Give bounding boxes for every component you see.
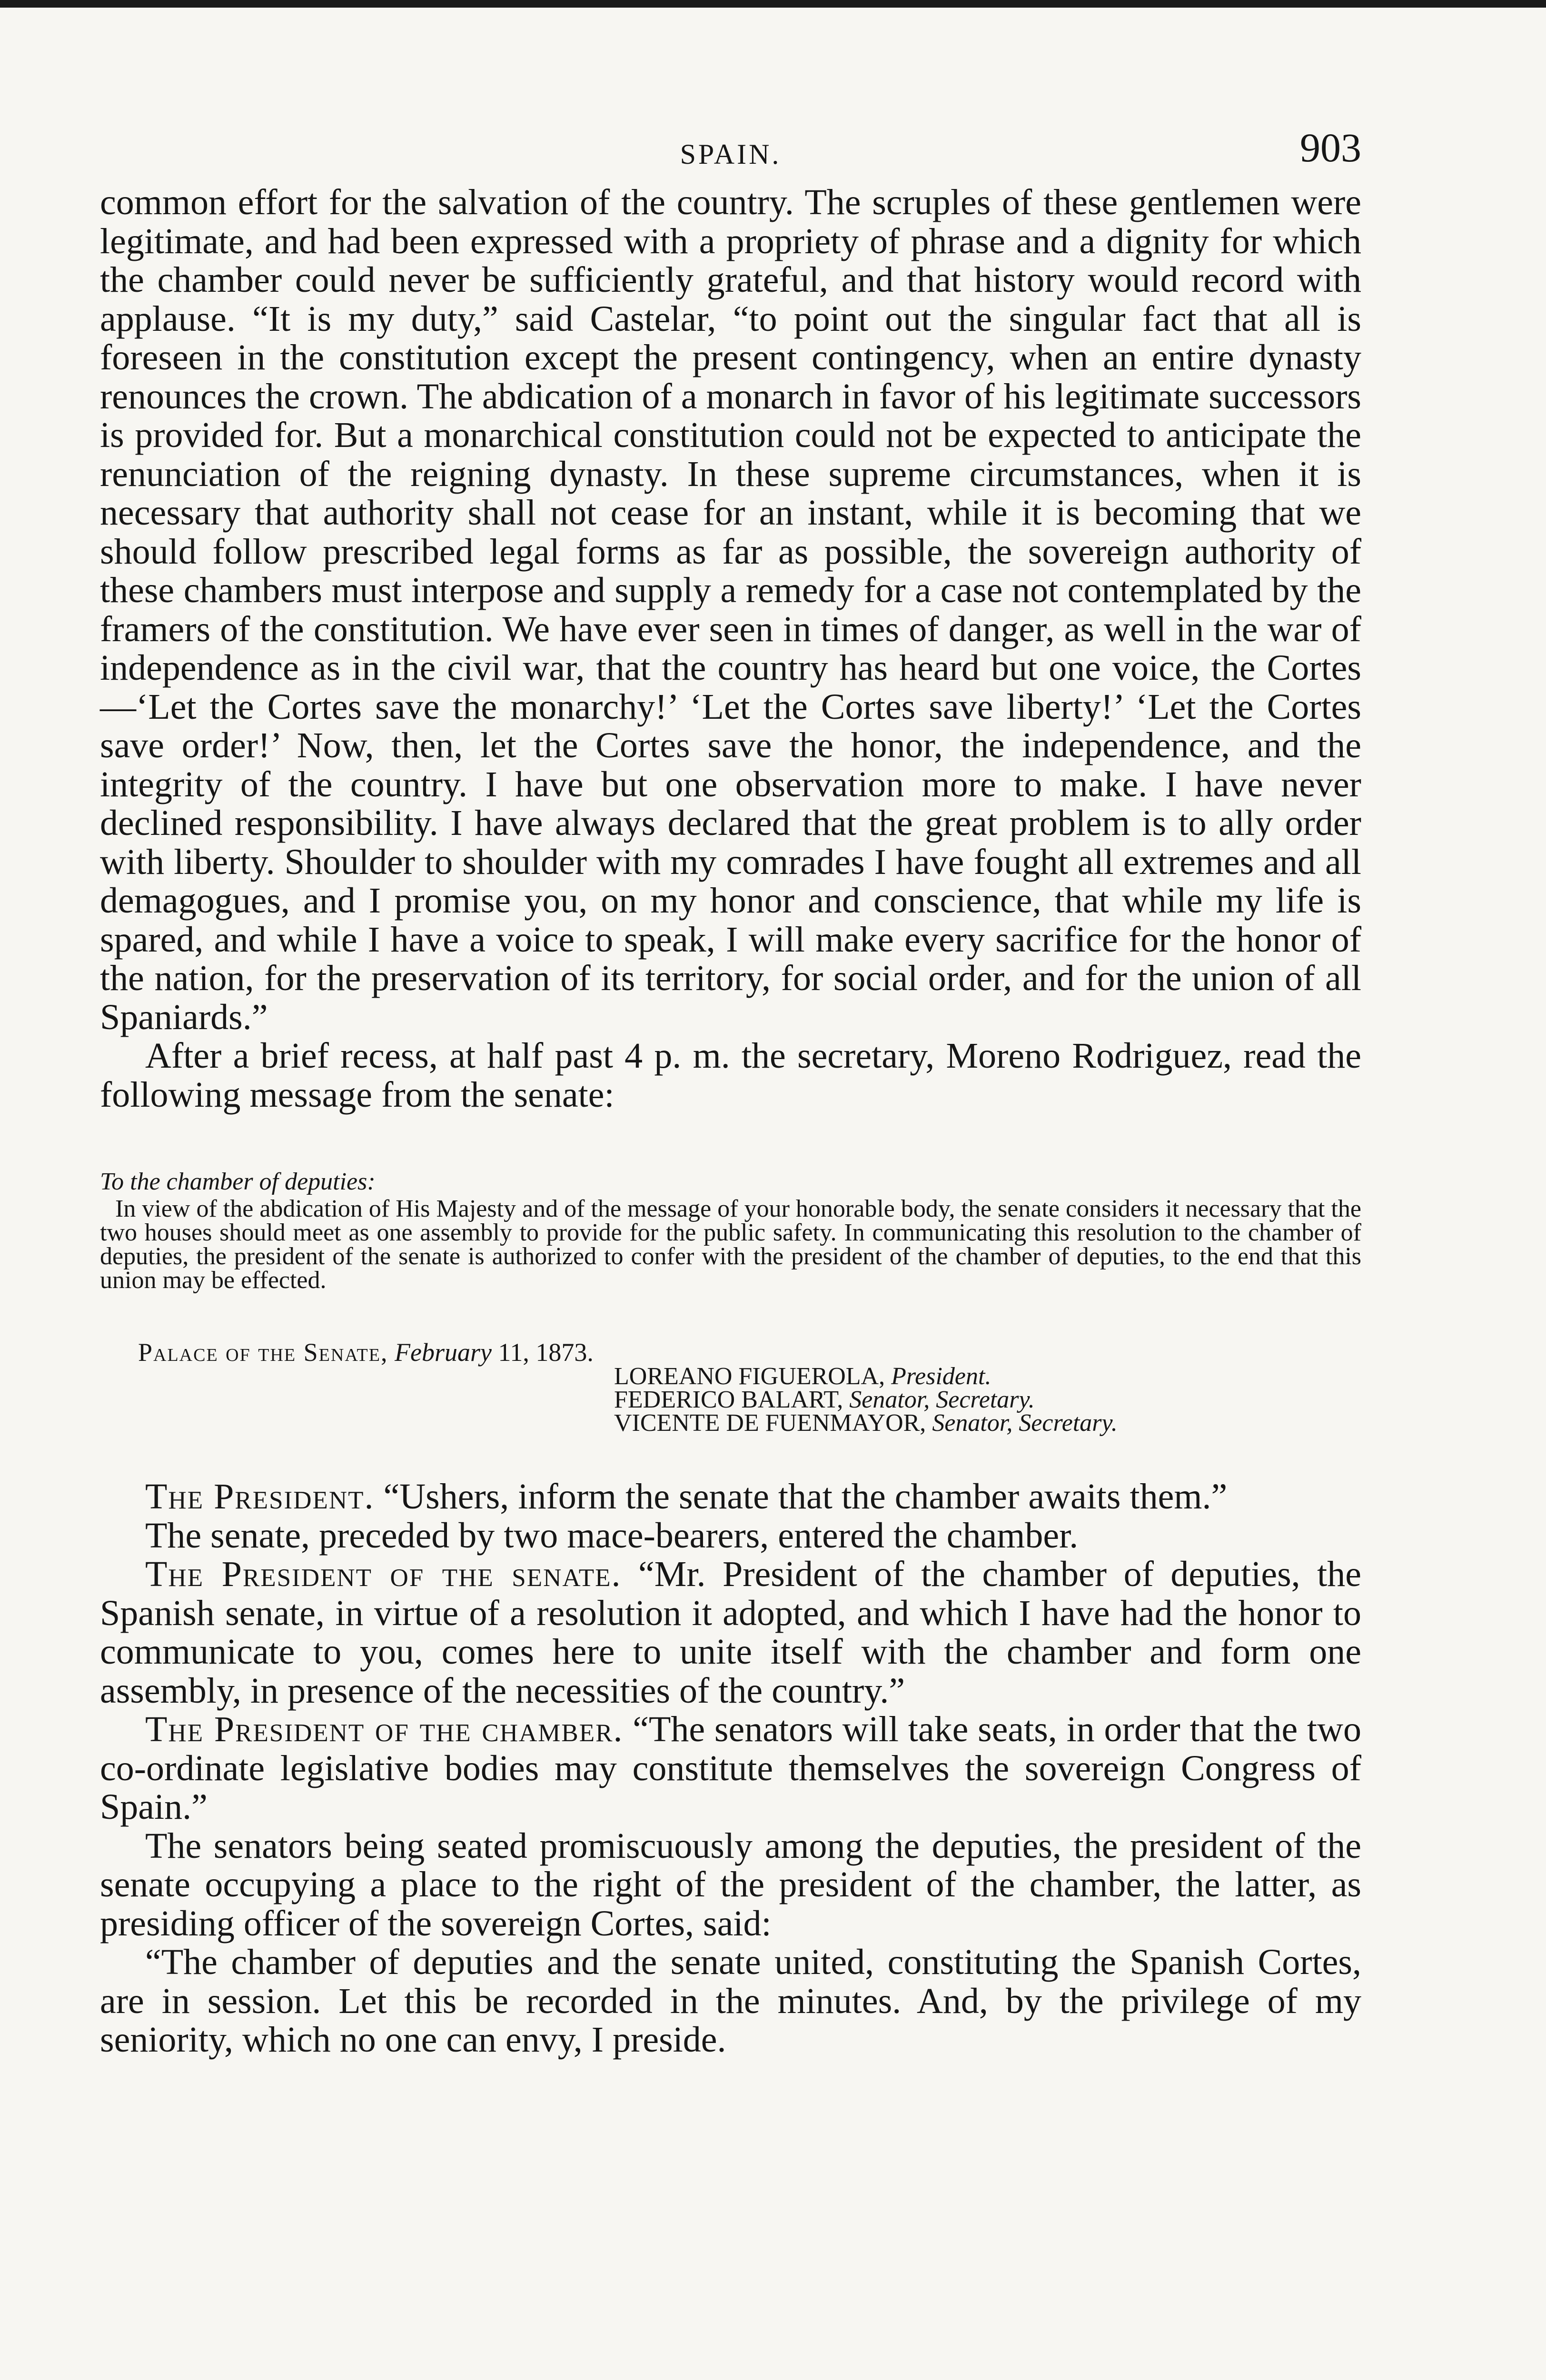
paragraph-castelar-speech: common effort for the salvation of the country. The scruples of these gentlemen were legitimate, and had been expressed with a propriety of phrase and a dignity for which the chamber could never be sufficiently grateful, and that history would record with applause. “It is my duty,” said Castelar, “to point out the singular fact that all is foreseen in the constitution except the present contingency, when an entire dynasty renounces the crown. The abdication of a monarch in favor of his legitimate successors is provided for. But a monarchical constitution could not be expected to anticipate the renunciation of the reigning dynasty. In these supreme circumstances, when it is necessary that authority shall not cease for an instant, while it is becoming that we should follow prescribed legal forms as far as possible, the sovereign authority of these chambers must interpose and supply a remedy for a case not contemplated by the framers of the constitution. We have ever seen in times of danger, as well in the war of independence as in the civil war, that the country has heard but one voice, the Cortes—‘Let the Cortes save the monarchy!’ ‘Let the Cortes save liberty!’ ‘Let the Cortes save order!’ Now, then, let the Cortes save the honor, the independence, and the integrity of the country. I have but one observation more to make. I have never declined responsibility. I have always declared that the great problem is to ally order with liberty. Shoulder to shoulder with my comrades I have fought all extremes and all demagogues, and I promise you, on my honor and conscience, that while my life is spared, and while I have a voice to speak, I will make every sacrifice for the honor of the nation, for the preservation of its territory, for social order, and for the union of all Spaniards.” xyxy=(100,182,1361,1037)
signer-name: FEDERICO BALART, xyxy=(614,1386,843,1413)
running-title: SPAIN. xyxy=(680,139,782,170)
signer-role: Senator, Secretary. xyxy=(932,1409,1118,1437)
top-border xyxy=(0,0,1546,8)
body-text xyxy=(100,183,1361,1114)
senate-message xyxy=(100,1197,1361,1292)
speaker-label: The President. xyxy=(145,1477,375,1517)
senate-message-text: In view of the abdication of His Majesty and of the message of your honorable body, the senate considers it necessary that the two houses should meet as one assembly to provide for the public safety. In communicating this resolution to the chamber of deputies, the president of the senate is authorized to confer with the president of the chamber of deputies, to the end that this union may be effected. xyxy=(100,1195,1361,1294)
speech-text: “Ushers, inform the senate that the chamber awaits them.” xyxy=(383,1477,1228,1517)
signer-role: President. xyxy=(891,1363,991,1390)
page-number: 903 xyxy=(1300,125,1361,170)
dateline-place: Palace of the Senate, xyxy=(138,1338,388,1367)
message-salutation: To the chamber of deputies: xyxy=(100,1168,376,1195)
running-head xyxy=(100,119,1361,171)
signer xyxy=(614,1388,1361,1411)
signer xyxy=(614,1365,1361,1388)
speaker-label: The President of the chamber. xyxy=(145,1709,624,1749)
message-signers xyxy=(100,1365,1361,1435)
page xyxy=(100,119,1361,2060)
dateline-month: February xyxy=(394,1338,492,1367)
signer-role: Senator, Secretary. xyxy=(849,1386,1035,1413)
signer xyxy=(614,1411,1361,1435)
paragraph-chamber-president xyxy=(100,1710,1361,1827)
paragraph-president-ushers xyxy=(100,1478,1361,1517)
speech-text: “Mr. President of the chamber of deputies, the Spanish senate, in virtue of a resolution it adopted, and which I have had the honor to communicate to you, comes here to unite itself with the chamber and form one assembly, in presence of the necessities of the country.” xyxy=(100,1554,1361,1711)
proceedings xyxy=(100,1478,1361,2060)
signer-name: LOREANO FIGUEROLA, xyxy=(614,1363,885,1390)
paragraph-senate-president xyxy=(100,1555,1361,1710)
speaker-label: The President of the senate. xyxy=(145,1554,622,1594)
paragraph-senators-seated: The senators being seated promiscuously among the deputies, the president of the senate occupying a place to the right of the president of the chamber, the latter, as presiding officer of the sovereign Cortes, said: xyxy=(100,1825,1361,1944)
dateline-date: 11, 1873. xyxy=(498,1338,594,1367)
paragraph-cortes-session: “The chamber of deputies and the senate united, constituting the Spanish Cortes, are in session. Let this be recorded in the minutes. And, by the privilege of my seniority, which no one can envy, I preside. xyxy=(100,1942,1361,2060)
message-dateline xyxy=(100,1340,1361,1365)
paragraph-senate-entered: The senate, preceded by two mace-bearers, entered the chamber. xyxy=(145,1515,1079,1556)
paragraph-recess: After a brief recess, at half past 4 p. m. the secretary, Moreno Rodriguez, read the following message from the senate: xyxy=(100,1036,1361,1115)
signer-name: VICENTE DE FUENMAYOR, xyxy=(614,1409,926,1437)
speech-text: “The senators will take seats, in order that the two co-ordinate legislative bodies may constitute themselves the sovereign Congress of Spain.” xyxy=(100,1709,1362,1827)
